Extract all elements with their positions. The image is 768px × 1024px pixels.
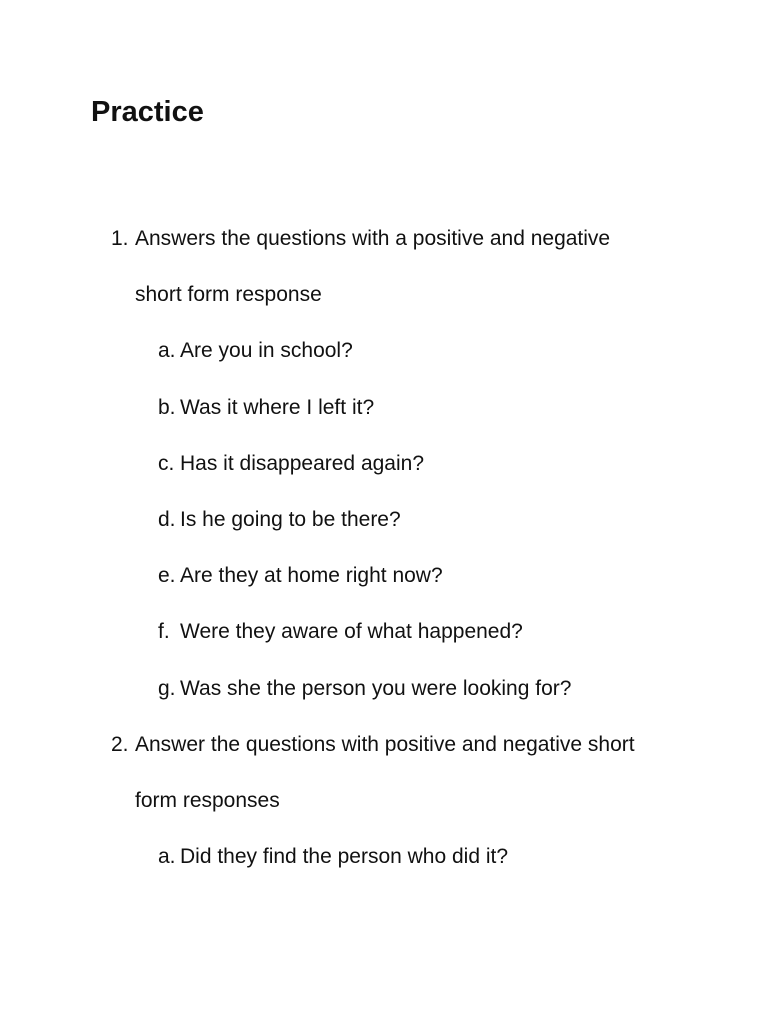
question-1-text: Answers the questions with a positive and negative xyxy=(135,227,611,250)
item-text: Are they at home right now? xyxy=(180,564,443,587)
item-letter: c. xyxy=(158,452,175,475)
item-letter: d. xyxy=(158,508,176,531)
item-letter: b. xyxy=(158,396,176,419)
list-item xyxy=(158,449,424,479)
question-2-line-2: form responses xyxy=(135,789,280,812)
question-2-text: Answer the questions with positive and negative short xyxy=(135,733,635,756)
list-item xyxy=(158,336,353,366)
list-item xyxy=(158,393,374,423)
item-text: Did they find the person who did it? xyxy=(180,845,509,868)
item-letter: a. xyxy=(158,845,176,868)
item-text: Has it disappeared again? xyxy=(180,452,425,475)
list-item xyxy=(158,617,523,647)
item-text: Was she the person you were looking for? xyxy=(180,677,572,700)
question-2-line-1 xyxy=(111,730,635,760)
item-letter: e. xyxy=(158,564,176,587)
list-item xyxy=(158,842,508,872)
item-letter: a. xyxy=(158,339,176,362)
item-text: Is he going to be there? xyxy=(180,508,401,531)
list-item xyxy=(158,561,443,591)
item-letter: f. xyxy=(158,620,170,643)
page-title: Practice xyxy=(91,96,204,128)
item-text: Were they aware of what happened? xyxy=(180,620,523,643)
list-item xyxy=(158,505,401,535)
question-1-line-2: short form response xyxy=(135,283,322,306)
item-text: Was it where I left it? xyxy=(180,396,375,419)
item-letter: g. xyxy=(158,677,176,700)
list-item xyxy=(158,674,571,704)
question-1-line-1 xyxy=(111,224,611,254)
question-2-number: 2. xyxy=(111,733,129,756)
item-text: Are you in school? xyxy=(180,339,353,362)
question-1-number: 1. xyxy=(111,227,129,250)
